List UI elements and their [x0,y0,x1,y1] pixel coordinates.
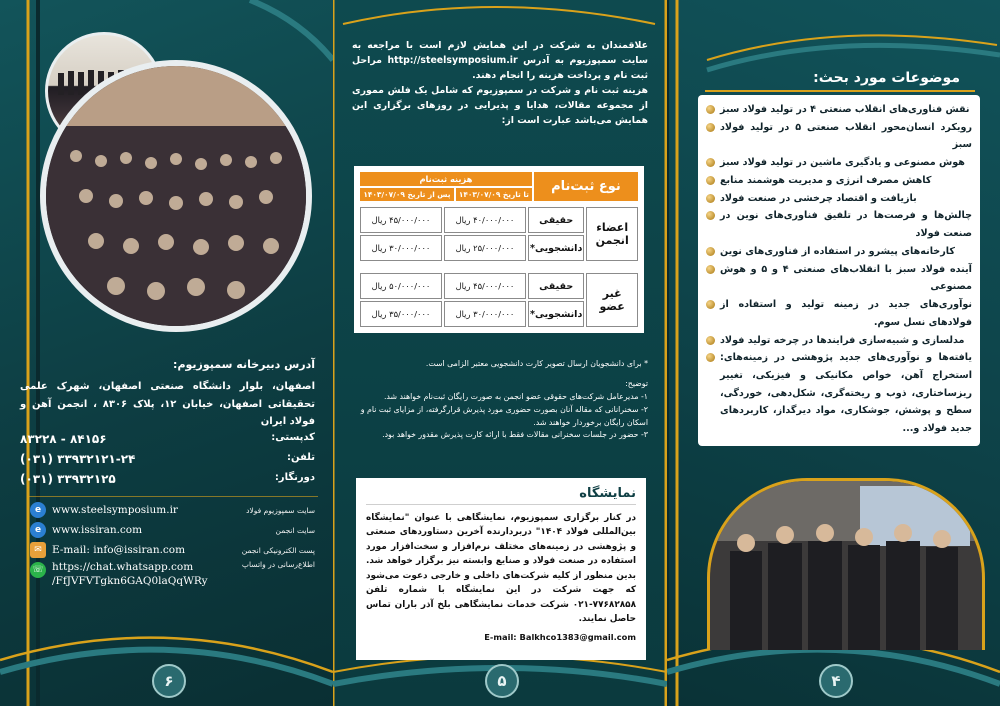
fee-cell: ۲۵/۰۰۰/۰۰۰ ریال [444,235,526,261]
intro-text-2: مراحل ثبت نام و پرداخت هزینه را انجام دهند. [352,55,648,82]
group-name: اعضاء انجمن [586,207,638,261]
topics-list [698,95,980,446]
topic-item [706,349,972,438]
link-label: پست الکترونیکی انجمن [241,545,315,555]
notes-title: توضیح: [625,379,648,388]
topic-item [706,261,972,296]
intro-text-3: هزینه ثبت نام و شرکت در سمپوزیوم که شامل یک فلش مموری از مجموعه مقالات، هدایا و پذیرایی در روزهای برگزاری این همایش می‌باشد عبارت است از: [352,85,648,127]
postal-code-row [20,432,315,450]
topic-text: کاهش مصرف انرژی و مدیریت هوشمند منابع [720,174,932,186]
note-item: ۲- سخنرانانی که مقاله آنان بصورت حضوری مورد پذیرش قرارگرفته، از مزایای ثبت نام و اسکان رایگان برخوردار خواهند شد. [360,404,648,427]
panel-contact [0,0,333,706]
links-list [30,500,315,592]
bullet-icon [706,300,715,309]
photo-audience-circle [40,60,312,332]
topic-text: نقش فناوری‌های انقلاب صنعتی ۴ در تولید فولاد سبز [720,104,970,115]
bullet-icon [706,105,715,114]
topic-item [706,243,972,261]
bullet-icon [706,265,715,274]
link-whatsapp[interactable] [30,560,315,592]
bullet-icon [706,353,715,362]
address-title: آدرس دبیرخانه سمپوزیوم: [173,358,315,371]
postal-code-value: ۸۳۲۲۸ - ۸۴۱۵۶ [20,432,107,446]
student-note: * برای دانشجویان ارسال تصویر کارت دانشجویی معتبر الزامی است. [425,359,648,368]
link-url[interactable]: www.issiran.com [52,524,143,536]
ie-icon: e [30,502,46,518]
divider [28,496,318,497]
fee-cell: ۳۰/۰۰۰/۰۰۰ ریال [360,235,442,261]
whatsapp-url-line1[interactable]: https://chat.whatsapp.com [52,561,194,573]
topic-text: یافته‌ها و نوآوری‌های جدید پژوهشی در زمینه‌های: استخراج آهن، خواص مکانیکی و فیزیکی، تغییر ریزساختاری، ذوب و ریخته‌گری، شکل‌دهی، خوردگی، سطح و پوشش، جوشکاری، مواد دیرگداز، کاربردهای جدید فولاد و... [720,352,972,435]
topic-item [706,154,972,172]
phone-row [20,452,315,470]
link-url[interactable] [52,560,242,588]
phone-label: تلفن: [286,452,315,463]
topic-text: مدلسازی و شبیه‌سازی فرایندها در چرخه تولید فولاد [720,334,965,346]
sub-name: دانشجویی* [528,235,584,261]
bullet-icon [706,176,715,185]
link-label: سایت انجمن [275,525,315,535]
link-url[interactable]: www.steelsymposium.ir [52,504,178,516]
mail-icon: ✉ [30,542,46,558]
topic-text: آینده فولاد سبز با انقلاب‌های صنعتی ۴ و ۵ و هوش مصنوعی [720,263,972,293]
page-number: ۴ [819,664,853,698]
exhibition-box [356,478,646,660]
postal-code-label: کدپستی: [271,432,315,443]
topic-item [706,119,972,154]
fee-cell: ۳۰/۰۰۰/۰۰۰ ریال [444,301,526,327]
bullet-icon [706,123,715,132]
topic-text: کارخانه‌های پیشرو در استفاده از فناوری‌های نوین [720,245,955,257]
link-association-site[interactable] [30,520,315,540]
ie-icon: e [30,522,46,538]
sub-name: دانشجویی* [528,301,584,327]
phone-value[interactable]: (۰۳۱) ۳۳۹۳۲۱۲۱-۲۴ [20,452,136,466]
note-item: ۱- مدیرعامل شرکت‌های حقوقی عضو انجمن به صورت رایگان ثبت‌نام خواهند شد. [383,391,648,401]
address-text: اصفهان، بلوار دانشگاه صنعتی اصفهان، شهرک علمی تحقیقاتی اصفهان، خیابان ۱۲، پلاک ۸۳۰۶ ، انجمن آهن و فولاد ایران [20,381,315,427]
registration-intro [352,38,648,128]
fee-cell: ۴۰/۰۰۰/۰۰۰ ریال [444,207,526,233]
whatsapp-icon: ☏ [30,562,46,578]
topic-text: هوش مصنوعی و یادگیری ماشین در تولید فولاد سبز [720,157,965,169]
topic-item [706,190,972,208]
exhibition-title: نمایشگاه [366,486,636,505]
topics-title-underline [705,90,975,92]
link-symposium-site[interactable] [30,500,315,520]
group-name: غیر عضو [586,273,638,327]
intro-text-1: علاقمندان به شرکت در این همایش لازم است با مراجعه به سایت سمپوزیوم به آدرس [352,40,649,67]
notes-block [352,378,648,442]
topic-item [706,207,972,242]
link-label: سایت سمپوزیوم فولاد [246,505,315,515]
topics-title: موضوعات مورد بحث: [813,70,960,86]
topic-item [706,332,972,350]
sub-name: حقیقی [528,207,584,233]
fax-row [20,472,315,490]
topic-text: چالش‌ها و فرصت‌ها در تلفیق فناوری‌های نوین در صنعت فولاد [720,210,972,240]
col1-header: تا تاریخ ۱۴۰۳/۰۷/۰۹ [456,188,532,201]
exhibition-email[interactable]: E-mail: Balkhco1383@gmail.com [484,632,636,643]
fee-cell: ۵۰/۰۰۰/۰۰۰ ریال [360,273,442,299]
whatsapp-url-line2[interactable]: /FfJVFVTgkn6GAQ0laQqWRy [52,575,208,588]
fax-value: (۰۳۱) ۳۳۹۳۲۱۲۵ [20,472,116,486]
bullet-icon [706,336,715,345]
exhibition-body: در کنار برگزاری سمپوزیوم، نمایشگاهی با عنوان "نمایشگاه بین‌المللی فولاد ۱۴۰۴" دربردارنده آخرین دستاوردهای صنعتی و پژوهشی در زمینه‌های مختلف نرم‌افزار و سخت‌افزار مورد استفاده در صنعت فولاد و صنایع وابسته نیز برگزار خواهد شد. بدین منظور از کلیه شرکت‌های داخلی و خارجی دعوت می‌شود که جهت شرکت در این نمایشگاه با شماره تلفن ۷۷۶۸۲۸۵۸-۰۲۱ شرکت خدمات نمایشگاهی بلخ آذر باران تماس حاصل نمایند. [366,513,636,624]
link-url[interactable]: E-mail: info@issiran.com [52,544,186,556]
bullet-icon [706,158,715,167]
topic-text: نوآوری‌های جدید در زمینه تولید و استفاده از فولادهای نسل سوم. [720,299,972,328]
page-number: ۵ [485,664,519,698]
fee-cell: ۴۵/۰۰۰/۰۰۰ ریال [360,207,442,233]
topic-item [706,172,972,190]
table-spacer [358,263,640,271]
bullet-icon [706,194,715,203]
topic-item [706,296,972,331]
sub-name: حقیقی [528,273,584,299]
col2-header: پس از تاریخ ۱۴۰۳/۰۷/۰۹ [360,188,454,201]
page-number: ۶ [152,664,186,698]
topic-text: بازیافت و اقتصاد چرخشی در صنعت فولاد [720,192,917,204]
topic-text: رویکرد انسان‌محور انقلاب صنعتی ۵ در تولید فولاد سبز [720,121,973,151]
intro-url[interactable]: http://steelsymposium.ir [387,55,518,67]
link-email[interactable] [30,540,315,560]
fee-header: هزینه ثبت‌نام [360,172,532,186]
fax-label: دورنگار: [274,472,315,483]
topic-item [706,101,972,119]
note-item: ۳- حضور در جلسات سخنرانی مقالات فقط با ارائه کارت پذیرش مقدور خواهد بود. [382,430,648,440]
bullet-icon [706,211,715,220]
type-header: نوع ثبت‌نام [534,172,638,201]
link-label: اطلاع‌رسانی در واتساپ [241,560,315,569]
registration-fee-table [354,166,644,333]
bullet-icon [706,247,715,256]
fee-cell: ۳۵/۰۰۰/۰۰۰ ریال [360,301,442,327]
fee-cell: ۴۵/۰۰۰/۰۰۰ ریال [444,273,526,299]
photo-award-ceremony [707,478,985,650]
